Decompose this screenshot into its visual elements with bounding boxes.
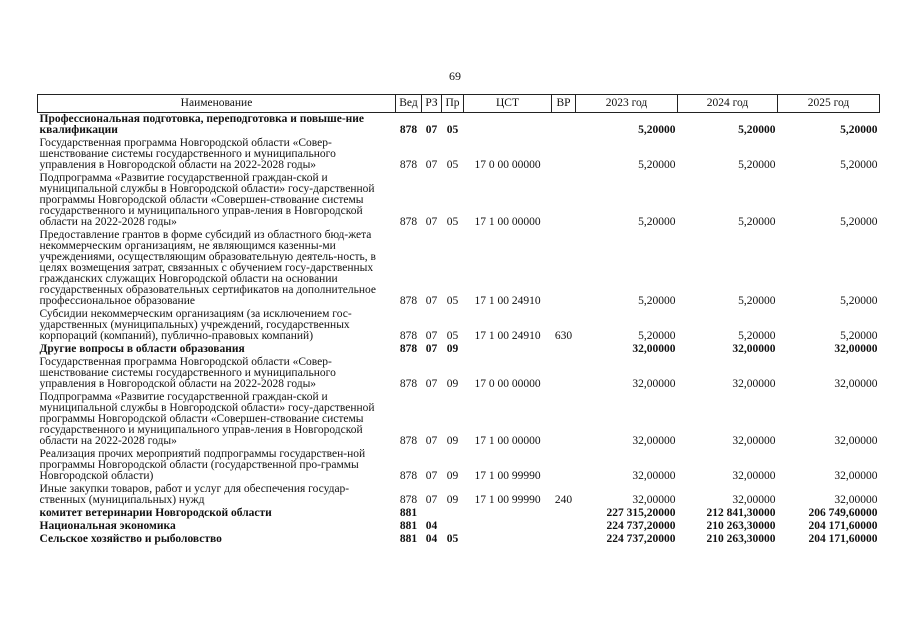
cell-2025: 32,00000 bbox=[834, 494, 878, 506]
cell-ved: 878 bbox=[399, 378, 418, 390]
header-rz: РЗ bbox=[422, 95, 442, 113]
cell-pr: 09 bbox=[446, 470, 459, 482]
header-2025: 2025 год bbox=[778, 95, 880, 113]
cell-2023: 32,00000 bbox=[632, 435, 676, 447]
cell-ved: 881 bbox=[399, 507, 418, 519]
cell-name: комитет ветеринарии Новгородской области bbox=[39, 507, 272, 519]
cell-name: Сельское хозяйство и рыболовство bbox=[39, 533, 222, 545]
cell-pr bbox=[442, 507, 464, 520]
cell-2025: 5,20000 bbox=[840, 159, 878, 171]
cell-2024: 32,00000 bbox=[732, 378, 776, 390]
table-row bbox=[38, 533, 880, 546]
cell-2024: 5,20000 bbox=[738, 295, 776, 307]
cell-2024: 5,20000 bbox=[738, 159, 776, 171]
cell-rz: 04 bbox=[425, 533, 438, 545]
cell-name: Реализация прочих мероприятий подпрограммы государствен-ной программы Новгородской области (государственной про-граммы Новгородской области) bbox=[39, 448, 366, 482]
table-row bbox=[38, 308, 880, 343]
cell-name: Предоставление грантов в форме субсидий из областного бюд-жета некоммерческим организациям, не являющимся казенны-ми учреждениями, осуществляющим образовательную деятель-ность, в целях возмещения затрат, связанных с обучением госу-дарственных гражданских служащих Новгородской области на основании государственных образовательных сертификатов на дополнительное профессиональное образование bbox=[39, 229, 376, 307]
budget-table bbox=[37, 94, 880, 546]
cell-vr bbox=[552, 520, 576, 533]
page-number: 69 bbox=[449, 69, 461, 83]
cell-2024: 5,20000 bbox=[738, 124, 776, 136]
cell-vr bbox=[552, 391, 576, 448]
cell-rz: 07 bbox=[425, 216, 438, 228]
table-row bbox=[38, 391, 880, 448]
cell-2023: 224 737,20000 bbox=[606, 533, 676, 545]
cell-cst bbox=[464, 520, 552, 533]
cell-cst: 17 1 00 24910 bbox=[474, 295, 541, 307]
cell-2024: 5,20000 bbox=[738, 216, 776, 228]
header-name: Наименование bbox=[38, 95, 396, 113]
cell-2025: 206 749,60000 bbox=[808, 507, 878, 519]
cell-name: Иные закупки товаров, работ и услуг для обеспечения государ-ственных (муниципальных) нужд bbox=[39, 483, 350, 506]
cell-cst: 17 1 00 24910 bbox=[474, 330, 541, 342]
cell-2025: 5,20000 bbox=[840, 124, 878, 136]
cell-pr: 05 bbox=[446, 533, 459, 545]
cell-name: Государственная программа Новгородской области «Совер-шенствование системы государственного и муниципального управления в Новгородской области на 2022-2028 годы» bbox=[39, 137, 336, 171]
cell-vr bbox=[552, 448, 576, 483]
cell-vr: 630 bbox=[554, 330, 573, 342]
cell-vr: 240 bbox=[554, 494, 573, 506]
cell-cst: 17 1 00 00000 bbox=[474, 435, 541, 447]
table-row bbox=[38, 448, 880, 483]
header-vr: ВР bbox=[552, 95, 576, 113]
cell-2025: 5,20000 bbox=[840, 216, 878, 228]
cell-2025: 32,00000 bbox=[834, 470, 878, 482]
cell-2025: 32,00000 bbox=[834, 435, 878, 447]
header-2023: 2023 год bbox=[576, 95, 678, 113]
cell-2024: 210 263,30000 bbox=[706, 520, 776, 532]
cell-2025: 32,00000 bbox=[834, 343, 878, 355]
cell-rz: 07 bbox=[425, 295, 438, 307]
cell-2024: 210 263,30000 bbox=[706, 533, 776, 545]
table-body bbox=[38, 113, 880, 547]
cell-vr bbox=[552, 356, 576, 391]
cell-name: Профессиональная подготовка, переподготовка и повыше-ние квалификации bbox=[39, 113, 365, 136]
cell-vr bbox=[552, 172, 576, 229]
cell-cst: 17 1 00 99990 bbox=[474, 470, 541, 482]
cell-2023: 32,00000 bbox=[632, 494, 676, 506]
cell-2023: 32,00000 bbox=[632, 343, 676, 355]
cell-pr: 05 bbox=[446, 330, 459, 342]
cell-ved: 878 bbox=[399, 295, 418, 307]
cell-cst: 17 0 00 00000 bbox=[474, 378, 541, 390]
cell-ved: 878 bbox=[399, 124, 418, 136]
cell-2024: 32,00000 bbox=[732, 470, 776, 482]
cell-2023: 32,00000 bbox=[632, 378, 676, 390]
cell-ved: 878 bbox=[399, 435, 418, 447]
cell-2023: 227 315,20000 bbox=[606, 507, 676, 519]
cell-2023: 5,20000 bbox=[638, 295, 676, 307]
cell-2023: 5,20000 bbox=[638, 124, 676, 136]
cell-cst bbox=[464, 113, 552, 138]
cell-rz: 07 bbox=[425, 124, 438, 136]
cell-pr bbox=[442, 520, 464, 533]
cell-rz: 04 bbox=[425, 520, 438, 532]
table-row bbox=[38, 137, 880, 172]
cell-ved: 878 bbox=[399, 330, 418, 342]
cell-rz: 07 bbox=[425, 343, 438, 355]
cell-name: Подпрограмма «Развитие государственной граждан-ской и муниципальной службы в Новгородской области» госу-дарственной программы Новгородской области «Совершен-ствование системы государственного и муниципального управ-ления в Новгородской области на 2022-2028 годы» bbox=[39, 172, 375, 228]
table-row bbox=[38, 483, 880, 507]
cell-pr: 05 bbox=[446, 216, 459, 228]
cell-pr: 05 bbox=[446, 124, 459, 136]
cell-rz: 07 bbox=[425, 159, 438, 171]
table-row bbox=[38, 356, 880, 391]
header-cst: ЦСТ bbox=[464, 95, 552, 113]
cell-vr bbox=[552, 507, 576, 520]
cell-2025: 5,20000 bbox=[840, 295, 878, 307]
cell-2023: 5,20000 bbox=[638, 330, 676, 342]
cell-2024: 32,00000 bbox=[732, 435, 776, 447]
cell-pr: 09 bbox=[446, 378, 459, 390]
header-ved: Вед bbox=[396, 95, 422, 113]
cell-ved: 878 bbox=[399, 343, 418, 355]
cell-pr: 05 bbox=[446, 295, 459, 307]
cell-rz bbox=[422, 507, 442, 520]
cell-ved: 878 bbox=[399, 494, 418, 506]
cell-name: Государственная программа Новгородской области «Совер-шенствование системы государственного и муниципального управления в Новгородской области на 2022-2028 годы» bbox=[39, 356, 336, 390]
table-row bbox=[38, 507, 880, 520]
cell-vr bbox=[552, 113, 576, 138]
cell-name: Субсидии некоммерческим организациям (за исключением гос-ударственных (муниципальных) учреждений, государственных корпораций (компаний), публично-правовых компаний) bbox=[39, 308, 352, 342]
cell-pr: 09 bbox=[446, 435, 459, 447]
cell-2023: 5,20000 bbox=[638, 216, 676, 228]
cell-ved: 878 bbox=[399, 216, 418, 228]
cell-2025: 204 171,60000 bbox=[808, 533, 878, 545]
cell-2025: 32,00000 bbox=[834, 378, 878, 390]
cell-pr: 09 bbox=[446, 343, 459, 355]
cell-ved: 881 bbox=[399, 520, 418, 532]
cell-vr bbox=[552, 229, 576, 308]
cell-cst: 17 1 00 99990 bbox=[474, 494, 541, 506]
cell-ved: 878 bbox=[399, 159, 418, 171]
cell-cst bbox=[464, 507, 552, 520]
cell-rz: 07 bbox=[425, 494, 438, 506]
cell-rz: 07 bbox=[425, 378, 438, 390]
cell-2024: 212 841,30000 bbox=[706, 507, 776, 519]
table-header bbox=[38, 95, 880, 113]
cell-cst bbox=[464, 533, 552, 546]
header-2024: 2024 год bbox=[678, 95, 778, 113]
cell-2024: 5,20000 bbox=[738, 330, 776, 342]
table-row bbox=[38, 343, 880, 356]
cell-ved: 881 bbox=[399, 533, 418, 545]
cell-vr bbox=[552, 137, 576, 172]
cell-pr: 05 bbox=[446, 159, 459, 171]
cell-name: Другие вопросы в области образования bbox=[39, 343, 245, 355]
cell-name: Подпрограмма «Развитие государственной граждан-ской и муниципальной службы в Новгородской области» госу-дарственной программы Новгородской области «Совершен-ствование системы государственного и муниципального управ-ления в Новгородской области на 2022-2028 годы» bbox=[39, 391, 375, 447]
table-row bbox=[38, 172, 880, 229]
cell-2023: 32,00000 bbox=[632, 470, 676, 482]
cell-2023: 224 737,20000 bbox=[606, 520, 676, 532]
cell-rz: 07 bbox=[425, 330, 438, 342]
header-pr: Пр bbox=[442, 95, 464, 113]
cell-cst bbox=[464, 343, 552, 356]
cell-2024: 32,00000 bbox=[732, 343, 776, 355]
cell-rz: 07 bbox=[425, 435, 438, 447]
cell-vr bbox=[552, 533, 576, 546]
cell-ved: 878 bbox=[399, 470, 418, 482]
cell-cst: 17 1 00 00000 bbox=[474, 216, 541, 228]
cell-2025: 5,20000 bbox=[840, 330, 878, 342]
table-row bbox=[38, 113, 880, 138]
cell-name: Национальная экономика bbox=[39, 520, 176, 532]
cell-pr: 09 bbox=[446, 494, 459, 506]
cell-cst: 17 0 00 00000 bbox=[474, 159, 541, 171]
cell-vr bbox=[552, 343, 576, 356]
table-row bbox=[38, 520, 880, 533]
cell-2023: 5,20000 bbox=[638, 159, 676, 171]
cell-2025: 204 171,60000 bbox=[808, 520, 878, 532]
cell-2024: 32,00000 bbox=[732, 494, 776, 506]
cell-rz: 07 bbox=[425, 470, 438, 482]
table-row bbox=[38, 229, 880, 308]
